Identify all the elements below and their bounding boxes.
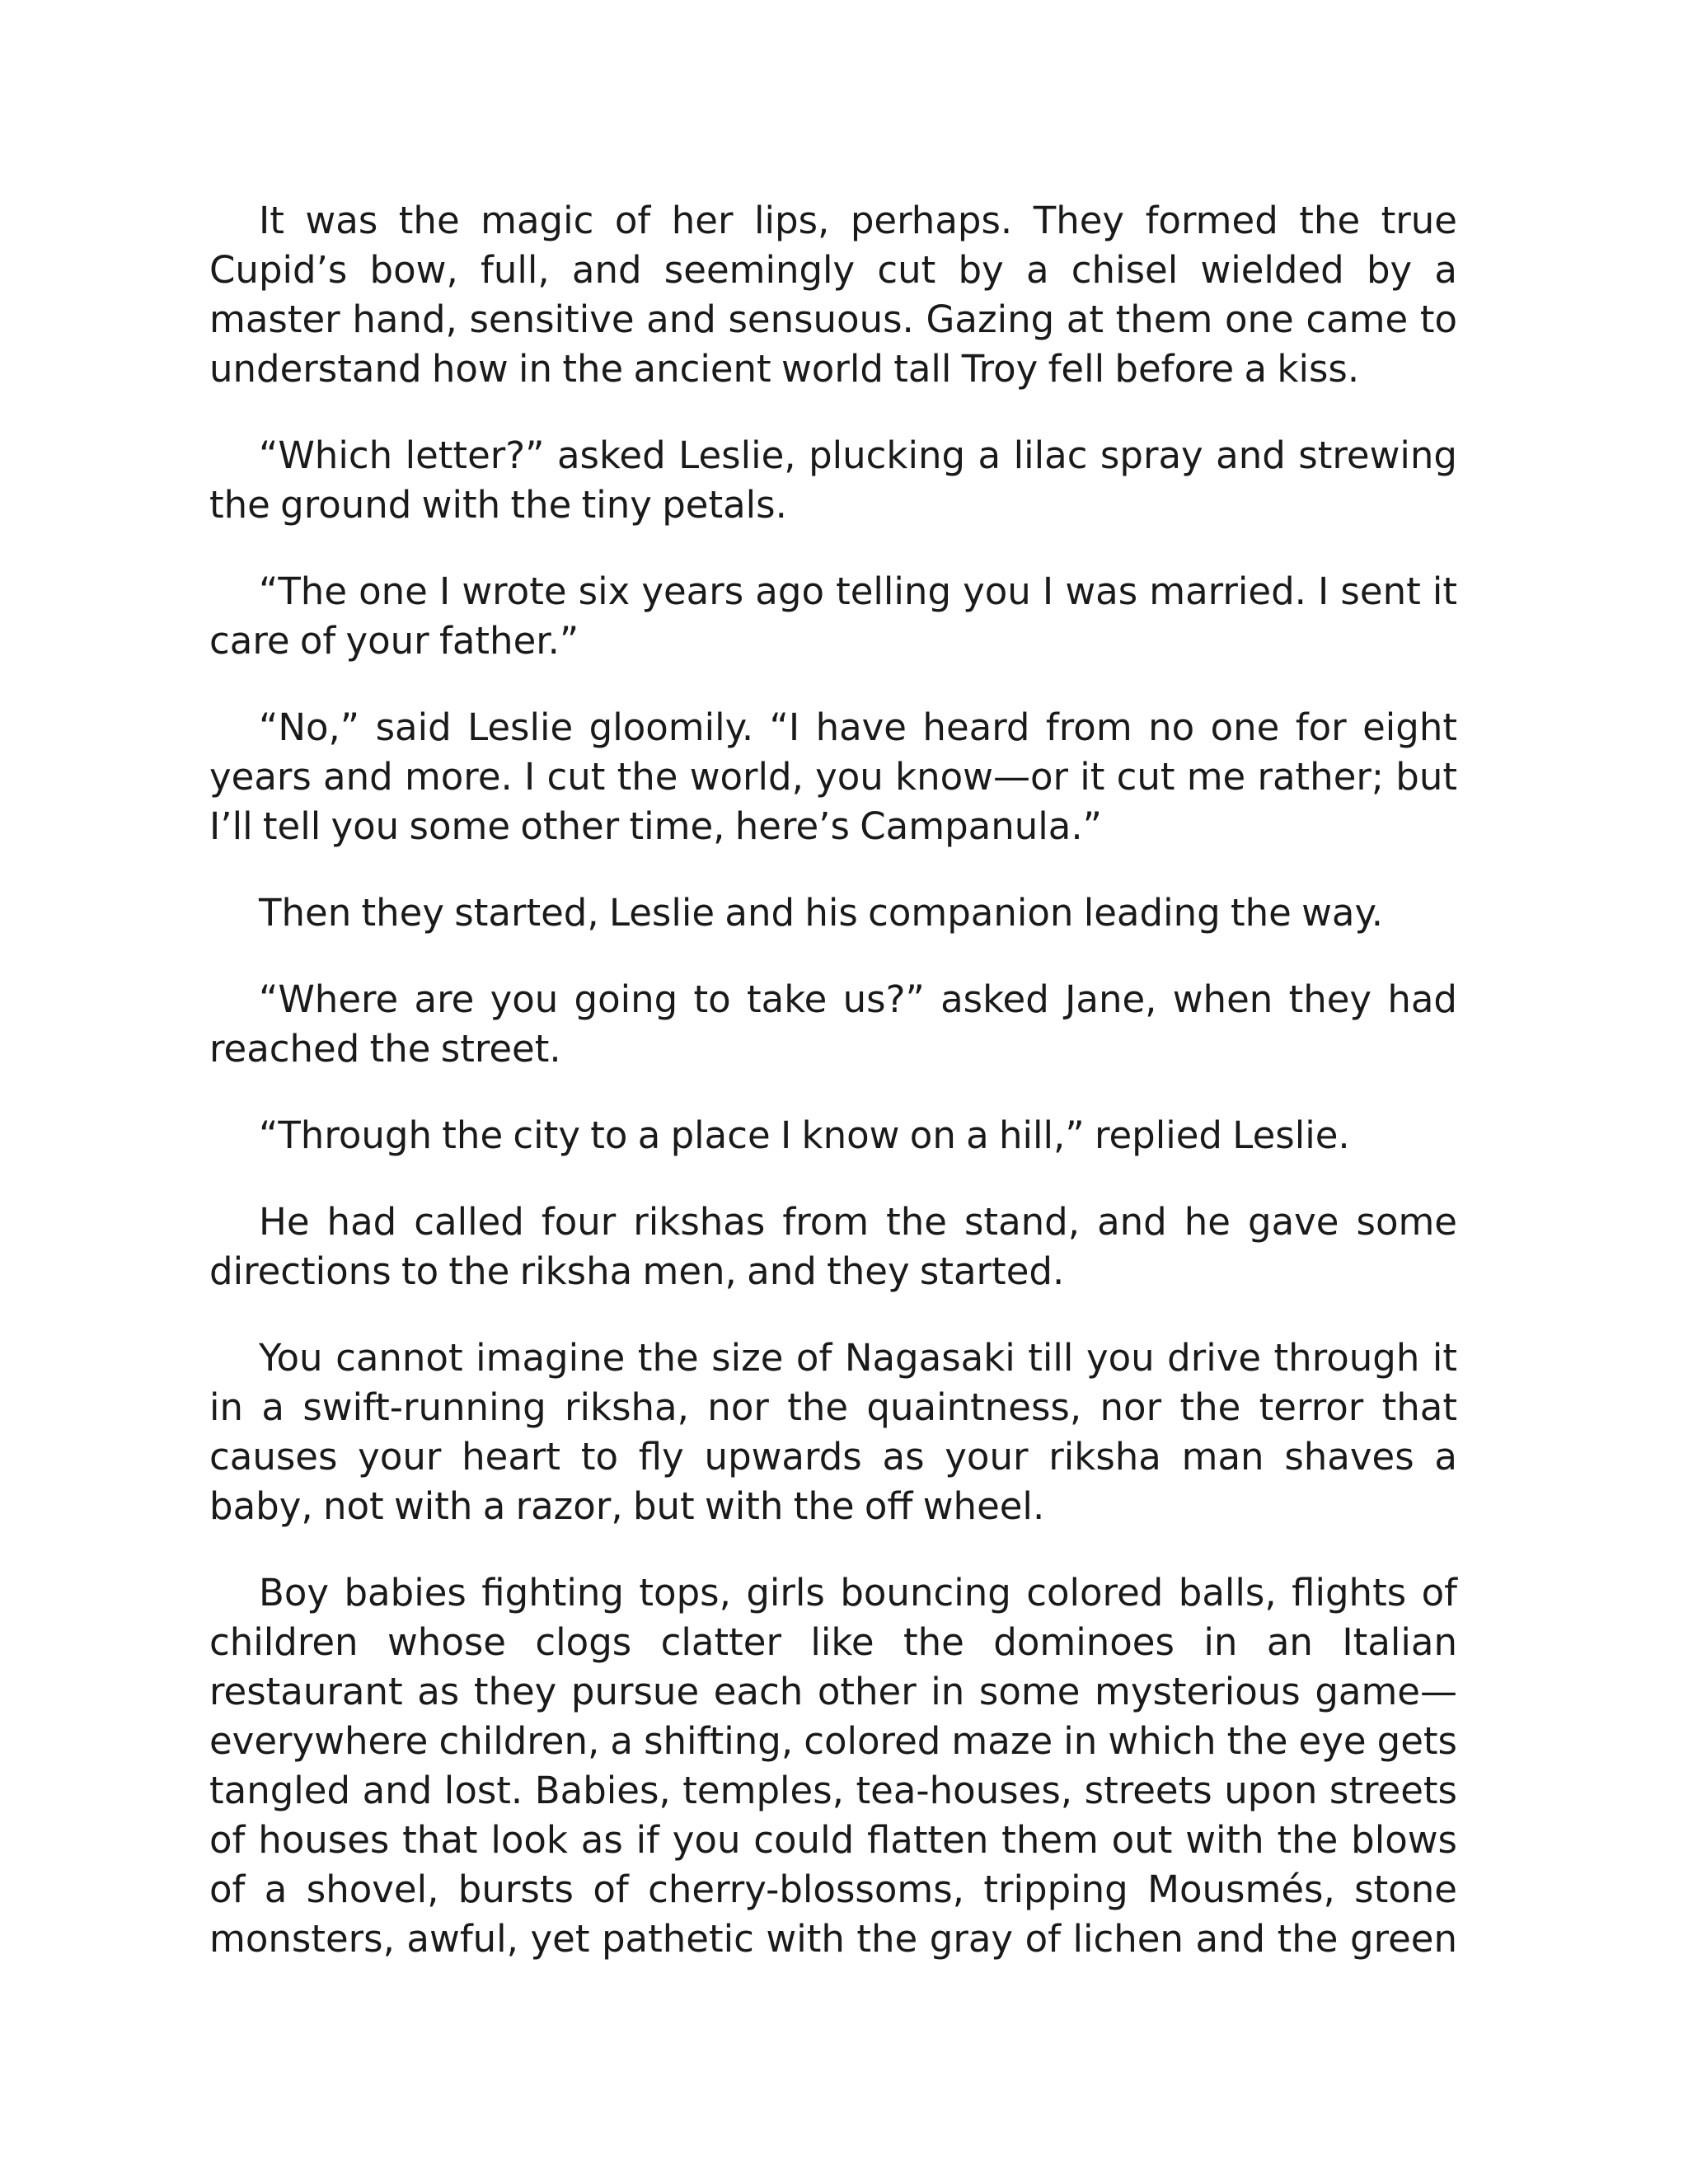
paragraph-boy-babies: Boy babies fighting tops, girls bouncing colored balls, flights of children whose clogs clatter like the dominoes in an Italian restaurant as they pursue each other in some mysterious game—everywhere children, a shifting, colored maze in which the eye gets tangled and lost. Babies, temples, tea-houses, streets upon streets of houses that look as if you could flatten them out with the blows of a shovel, bursts of cherry-blossoms, tripping Mousmés, stone monsters, awful, yet pathetic with the gray of lichen and the green [209, 1571, 1457, 1961]
paragraph-lips: It was the magic of her lips, perhaps. They formed the true Cupid’s bow, full, and seemingly cut by a chisel wielded by a master hand, sensitive and sensuous. Gazing at them one came to understand how in the ancient world tall Troy fell before a kiss. [209, 199, 1457, 391]
paragraph-no-said-leslie: “No,” said Leslie gloomily. “I have heard from no one for eight years and more. I cut the world, you know—or it cut me rather; but I’ll tell you some other time, here’s Campanula.” [209, 705, 1457, 848]
paragraph-four-rikshas: He had called four rikshas from the stand, and he gave some directions to the riksha men, and they started. [209, 1200, 1457, 1293]
paragraph-where-are-you-going: “Where are you going to take us?” asked Jane, when they had reached the street. [209, 977, 1457, 1071]
paragraph-through-the-city: “Through the city to a place I know on a hill,” replied Leslie. [259, 1113, 1350, 1157]
paragraph-the-one-i-wrote: “The one I wrote six years ago telling you I was married. I sent it care of your father.” [209, 569, 1457, 663]
paragraph-then-they-started: Then they started, Leslie and his companion leading the way. [259, 891, 1384, 935]
paragraph-nagasaki: You cannot imagine the size of Nagasaki till you drive through it in a swift-running riksha, nor the quaintness, nor the terror that causes your heart to fly upwards as your riksha man shaves a baby, not with a razor, but with the off wheel. [209, 1336, 1457, 1528]
body-text [209, 196, 1457, 1964]
paragraph-which-letter: “Which letter?” asked Leslie, plucking a lilac spray and strewing the ground with the tiny petals. [209, 434, 1457, 527]
